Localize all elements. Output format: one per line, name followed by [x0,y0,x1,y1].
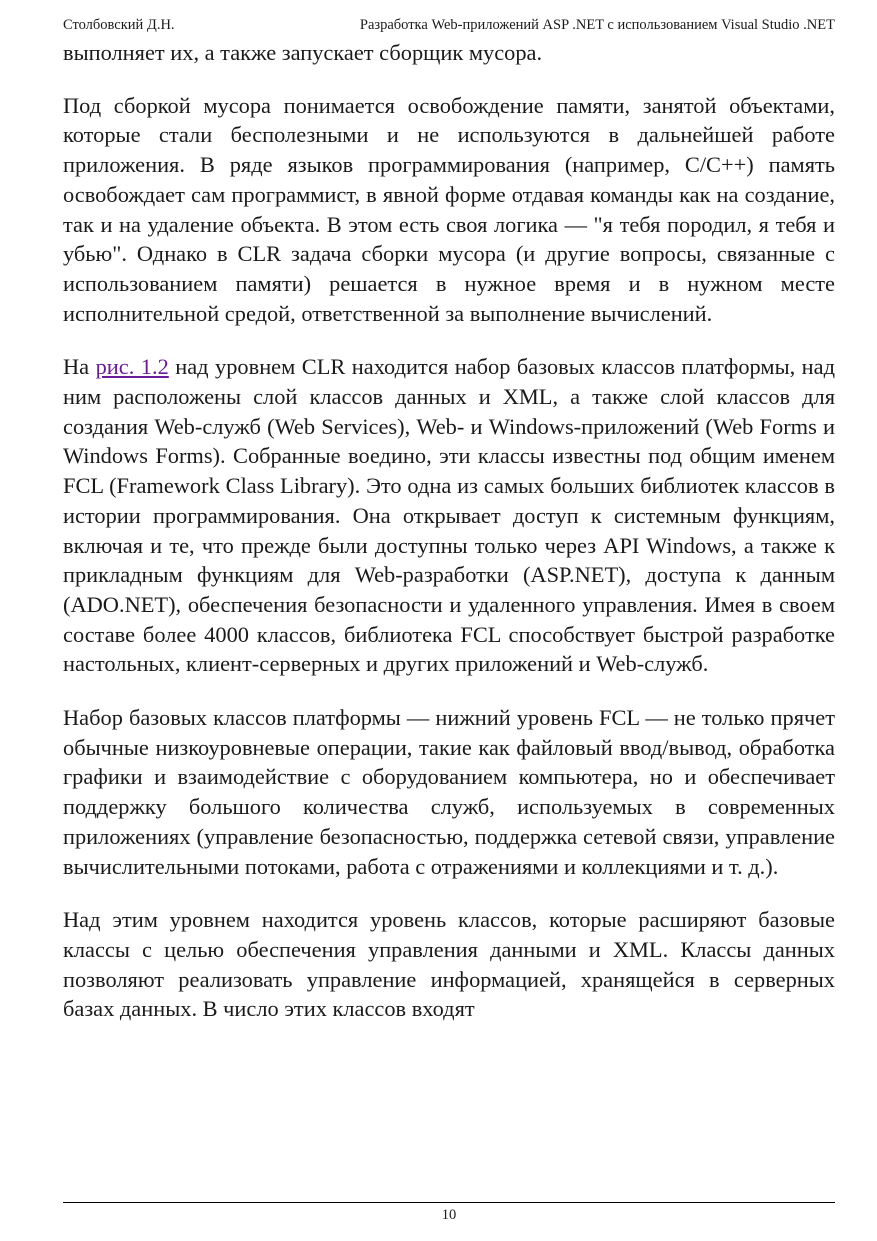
paragraph-fcl-lead: На [63,354,96,380]
header-author: Столбовский Д.Н. [63,17,175,33]
paragraph-fcl-text: над уровнем CLR находится набор базовых классов платформы, над ним расположены слой классов данных и XML, а также слой классов для создания Web-служб (Web Services), Web- и Windows-приложений (Web Forms и Windows Forms). Собранные воедино, эти классы известны под общим именем FCL (Framework Class Library). Это одна из самых больших библиотек классов в истории программирования. Она открывает доступ к системным функциям, включая и те, что прежде были доступны только через API Windows, а также к прикладным функциям для Web-разработки (ASP.NET), доступа к данным (ADO.NET), обеспечения безопасности и удаленного управления. Имея в своем составе более 4000 классов, библиотека FCL способствует быстрой разработке настольных, клиент-серверных и других приложений и Web-служб. [63,354,835,677]
page-number: 10 [441,1207,457,1223]
paragraph-garbage-collection: Под сборкой мусора понимается освобождение памяти, занятой объектами, которые стали бесполезными и не используются в дальнейшей работе приложения. В ряде языков программирования (например, C/C++) память освобождает сам программист, в явной форме отдавая команды как на создание, так и на удаление объекта. В этом есть своя логика — "я тебя породил, я тебя и убью". Однако в CLR задача сборки мусора (и другие вопросы, связанные с использованием памяти) решается в нужное время и в нужном месте исполнительной средой, ответственной за выполнение вычислений. [63,92,835,326]
page-header [63,16,835,34]
paragraph-data-classes: Над этим уровнем находится уровень классов, которые расширяют базовые классы с целью обеспечения управления данными и XML. Классы данных позволяют реализовать управление информацией, хранящейся в серверных базах данных. В число этих классов входят [63,907,835,1022]
paragraph-fcl [63,352,835,679]
paragraph-base-classes: Набор базовых классов платформы — нижний уровень FCL — не только прячет обычные низкоуровневые операции, такие как файловый ввод/вывод, обработка графики и взаимодействие с оборудованием компьютера, но и обеспечивает поддержку большого количества служб, используемых в современных приложениях (управление безопасностью, поддержка сетевой связи, управление вычислительными потоками, работа с отражениями и коллекциями и т. д.). [63,705,835,879]
header-title: Разработка Web-приложений ASP .NET с использованием Visual Studio .NET [359,17,835,33]
paragraph-continuation: выполняет их, а также запускает сборщик мусора. [63,40,543,65]
footer-divider [63,1202,835,1203]
figure-link[interactable]: рис. 1.2 [95,354,169,380]
document-body [63,38,835,1048]
